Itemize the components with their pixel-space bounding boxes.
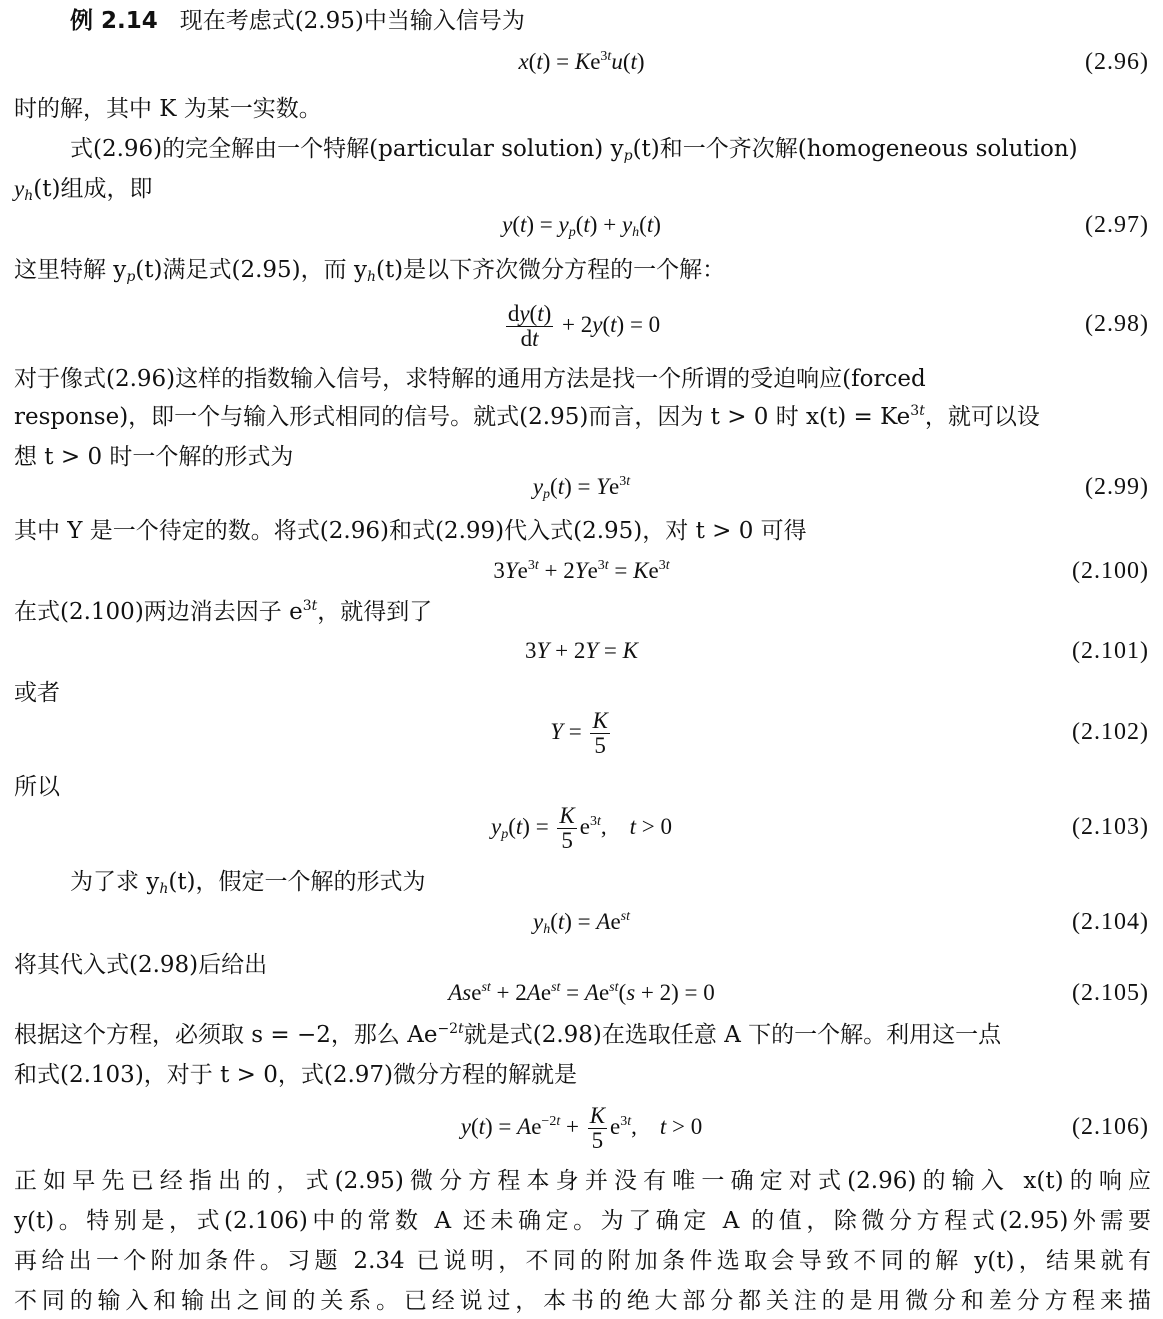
equation-expr: $y_p(t) = Ye^{3t}$ [532, 474, 631, 502]
equation-2-105 [0, 973, 1163, 1013]
example-label: 例 2.14 [70, 8, 158, 34]
equation-expr: $x(t) = Ke^{3t}u(t)$ [518, 49, 645, 74]
equation-2-106 [0, 1100, 1163, 1154]
text-span: 式(2.96)的完全解由一个特解(particular solution) y [70, 136, 624, 162]
equation-expr: $Ase^{st} + 2Ae^{st} = Ae^{st}(s + 2) = 0$ [448, 980, 715, 1005]
example-heading [70, 6, 1151, 36]
paragraph-line: 所以 [14, 774, 60, 800]
paragraph-line: $y_h(t)$组成，即 [14, 176, 153, 204]
equation-2-98 [0, 300, 1163, 350]
text-span: 为了求 y [70, 869, 160, 895]
paragraph-line: 其中 Y 是一个待定的数。将式(2.96)和式(2.99)代入式(2.95)，对 t > 0 可得 [14, 518, 807, 544]
text-span: (t)满足式(2.95)，而 y [135, 257, 367, 283]
paragraph-line: 式(2.96)的完全解由一个特解(particular solution) $y_p(t)$和一个齐次解(homogeneous solution) [70, 136, 1078, 164]
text-span: (t)，假定一个解的形式为 [168, 869, 426, 895]
equation-number: (2.104) [1072, 909, 1149, 935]
text-span: 这里特解 y [14, 257, 127, 283]
equation-number: (2.105) [1072, 980, 1149, 1006]
equation-expr: $3Ye^{3t} + 2Ye^{3t} = Ke^{3t}$ [493, 558, 670, 583]
equation-2-101 [0, 631, 1163, 671]
equation-number: (2.98) [1085, 311, 1149, 337]
equation-2-97 [0, 205, 1163, 245]
paragraph-line: y(t)。特别是，式(2.106)中的常数 A 还未确定。为了确定 A 的值，除微分方程式(2.95)外需要 [14, 1208, 1151, 1234]
text-span: (t)和一个齐次解(homogeneous solution) [632, 136, 1078, 162]
paragraph-line: 为了求 $y_h(t)$，假定一个解的形式为 [70, 869, 426, 897]
paragraph-line: 和式(2.103)，对于 t > 0，式(2.97)微分方程的解就是 [14, 1062, 578, 1088]
text-span: ，就得到了 [317, 599, 433, 625]
equation-number: (2.103) [1072, 814, 1149, 840]
equation-2-99 [0, 467, 1163, 507]
paragraph-line: 将其代入式(2.98)后给出 [14, 952, 268, 978]
equation-number: (2.99) [1085, 474, 1149, 500]
equation-expr: $y_h(t) = Ae^{st}$ [532, 909, 631, 937]
paragraph-line: 想 t > 0 时一个解的形式为 [14, 444, 294, 470]
paragraph-line: 这里特解 $y_p(t)$满足式(2.95)，而 $y_h(t)$是以下齐次微分方程的一个解： [14, 257, 726, 285]
equation-2-96 [0, 42, 1163, 82]
text-span: (t)是以下齐次微分方程的一个解： [375, 257, 726, 283]
text-span: response)，即一个与输入形式相同的信号。就式(2.95)而言，因为 t > 0 时 x(t) = Ke [14, 404, 911, 430]
equation-expr: 3Y + 2Y = K [525, 638, 638, 663]
equation-expr: $\frac{dy(t)}{dt}$ + 2y(t) = 0 [507, 301, 661, 352]
paragraph-line: 时的解，其中 K 为某一实数。 [14, 96, 322, 122]
paragraph-line: 正如早先已经指出的，式(2.95)微分方程本身并没有唯一确定对式(2.96)的输入 x(t)的响应 [14, 1168, 1151, 1194]
paragraph-line: 根据这个方程，必须取 s = −2，那么 $Ae^{-2t}$就是式(2.98)在选取任意 A 下的一个解。利用这一点 [14, 1021, 1002, 1048]
equation-expr: Y = $\frac{K}{5}$ [550, 708, 608, 759]
example-intro: 现在考虑式(2.95)中当输入信号为 [179, 8, 525, 34]
equation-expr: $y(t) = Ae^{-2t}$ + $\frac{K}{5}$ $e^{3t}$, t > 0 [460, 1103, 703, 1154]
equation-2-102 [0, 705, 1163, 759]
text-span: 根据这个方程，必须取 s = −2，那么 Ae [14, 1022, 438, 1048]
text-span: ，就可以设 [924, 404, 1040, 430]
paragraph-line: 对于像式(2.96)这样的指数输入信号，求特解的通用方法是找一个所谓的受迫响应(forced [14, 366, 926, 392]
equation-number: (2.102) [1072, 719, 1149, 745]
paragraph-line: 在式(2.100)两边消去因子 $e^{3t}$，就得到了 [14, 598, 433, 625]
equation-expr: $y(t) = y_p(t) + y_h(t)$ [502, 212, 661, 240]
equation-2-100 [0, 551, 1163, 591]
equation-number: (2.101) [1072, 638, 1149, 664]
text-span: 在式(2.100)两边消去因子 e [14, 599, 303, 625]
paragraph-line: 不同的输入和输出之间的关系。已经说过，本书的绝大部分都关注的是用微分和差分方程来描 [14, 1288, 1151, 1314]
equation-2-104 [0, 902, 1163, 942]
equation-number: (2.97) [1085, 212, 1149, 238]
equation-number: (2.106) [1072, 1114, 1149, 1140]
paragraph-line: 再给出一个附加条件。习题 2.34 已说明，不同的附加条件选取会导致不同的解 y(t)，结果就有 [14, 1248, 1151, 1274]
equation-2-103 [0, 800, 1163, 854]
equation-number: (2.100) [1072, 558, 1149, 584]
paragraph-line: response)，即一个与输入形式相同的信号。就式(2.95)而言，因为 t > 0 时 $x(t) = Ke^{3t}$，就可以设 [14, 403, 1040, 430]
text-span: (t)组成，即 [33, 176, 153, 202]
text-span: 就是式(2.98)在选取任意 A 下的一个解。利用这一点 [463, 1022, 1002, 1048]
paragraph-line: 或者 [14, 680, 60, 706]
equation-expr: $y_p(t)$ = $\frac{K}{5}$ $e^{3t}$, t > 0 [491, 803, 672, 854]
equation-number: (2.96) [1085, 49, 1149, 75]
